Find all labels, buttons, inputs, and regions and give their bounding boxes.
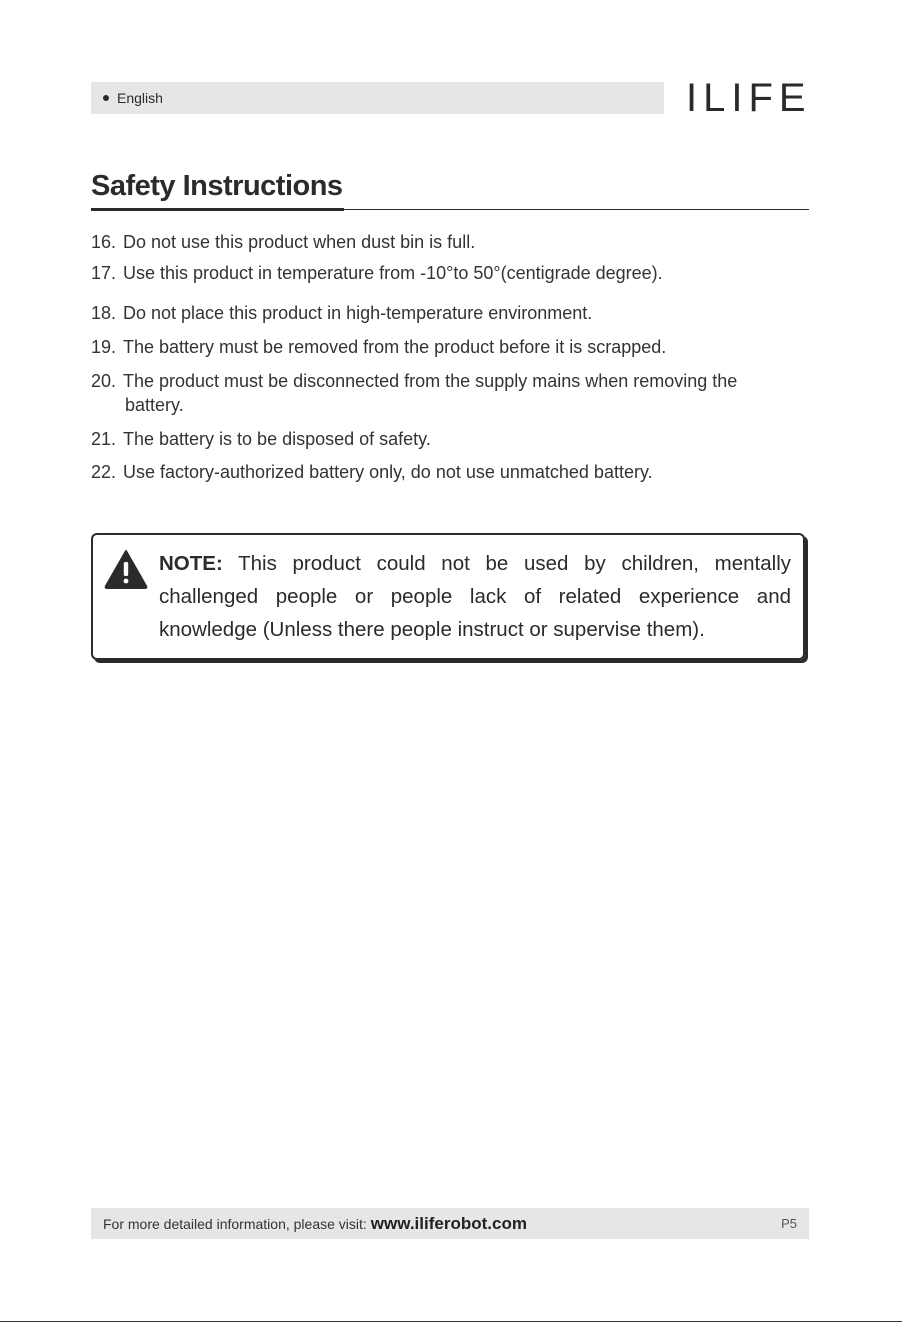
list-item: [91, 230, 809, 254]
warning-icon: [104, 549, 148, 589]
page-edge-rule: [0, 1321, 902, 1322]
language-label: English: [117, 90, 163, 106]
item-number: 16.: [91, 232, 117, 252]
note-label: NOTE:: [159, 552, 223, 575]
list-item: [91, 427, 809, 451]
bullet-icon: [103, 95, 109, 101]
list-item: [91, 335, 809, 359]
item-number: 21.: [91, 429, 117, 449]
item-text: Do not use this product when dust bin is full.: [123, 232, 476, 252]
item-text: Use factory-authorized battery only, do not use unmatched battery.: [123, 462, 653, 482]
page-title: Safety Instructions: [91, 170, 343, 202]
item-text: The battery is to be disposed of safety.: [123, 429, 431, 449]
list-item: [91, 261, 809, 285]
item-text-continued: battery.: [125, 395, 184, 415]
item-text: Use this product in temperature from -10°to 50°(centigrade degree).: [123, 263, 663, 283]
note-box: [91, 533, 805, 660]
note-text: [159, 547, 791, 646]
note-body: This product could not be used by children, mentally challenged people or people lack of related experience and knowledge (Unless there people instruct or supervise them).: [159, 552, 791, 641]
title-underline: [91, 208, 344, 211]
list-item: [91, 301, 809, 325]
item-text: Do not place this product in high-temperature environment.: [123, 303, 593, 323]
item-number: 17.: [91, 263, 117, 283]
list-item: [91, 460, 809, 484]
page-number: P5: [781, 1216, 797, 1231]
item-number: 18.: [91, 303, 117, 323]
item-number: 22.: [91, 462, 117, 482]
item-text: The battery must be removed from the product before it is scrapped.: [123, 337, 667, 357]
website-link[interactable]: www.iliferobot.com: [370, 1213, 527, 1233]
footer-bar: [91, 1208, 809, 1239]
item-number: 19.: [91, 337, 117, 357]
item-text: The product must be disconnected from the supply mains when removing the: [123, 371, 738, 391]
list-item: [91, 369, 809, 417]
footer-prefix: For more detailed information, please visit:: [103, 1215, 367, 1232]
item-number: 20.: [91, 371, 117, 391]
language-bar: [91, 82, 664, 114]
brand-logo: ILIFE: [686, 76, 812, 120]
